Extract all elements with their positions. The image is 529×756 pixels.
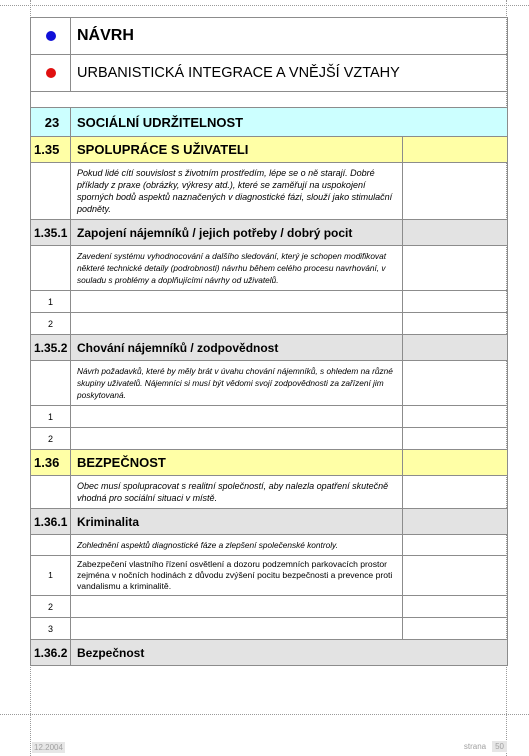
section-1-36-2-row [31,640,508,666]
subsection-title: Bezpečnost [71,640,508,666]
row-number: 2 [31,428,71,450]
assessment-table [30,17,508,666]
row-number: 1 [31,406,71,428]
red-dot-cell [31,55,71,92]
value-cell[interactable] [403,476,508,509]
value-cell[interactable] [403,335,508,361]
section-title: SPOLUPRÁCE S UŽIVATELI [71,137,403,163]
section-1-35-description-row [31,163,508,220]
section-number: 23 [31,108,71,137]
value-cell[interactable] [403,556,508,596]
footer-page [464,741,507,752]
blue-dot-icon [46,31,56,41]
table-row [31,556,508,596]
header-subtitle-row [31,55,508,92]
row-text-cell[interactable] [71,618,403,640]
row-number: 1 [31,291,71,313]
row-number: 2 [31,313,71,335]
section-description: Obec musí spolupracovat s realitní společností, aby nalezla opatření skutečně vhodná pro sociální situaci v místě. [71,476,403,509]
section-title: SOCIÁLNÍ UDRŽITELNOST [71,108,508,137]
subsection-title: Kriminalita [71,509,403,535]
subsection-number: 1.36.2 [31,640,71,666]
row-text-cell[interactable] [71,313,403,335]
section-1-36-1-description-row [31,535,508,556]
value-cell[interactable] [403,596,508,618]
subsection-title: Chování nájemníků / zodpovědnost [71,335,403,361]
value-cell[interactable] [403,450,508,476]
value-cell[interactable] [403,246,508,291]
row-text-cell[interactable] [71,291,403,313]
section-description: Pokud lidé cítí souvislost s životním prostředím, lépe se o ně starají. Dobré příklady z praxe (obrázky, výkresy atd.), které se zaměřují na uspokojení sporných bodů aspektů naznačených v diagnostické fázi, slouží jako stimulační podněty. [71,163,403,220]
value-cell[interactable] [403,406,508,428]
value-cell[interactable] [403,618,508,640]
document-subtitle: URBANISTICKÁ INTEGRACE A VNĚJŠÍ VZTAHY [71,55,508,92]
red-dot-icon [46,68,56,78]
value-cell[interactable] [403,137,508,163]
value-cell[interactable] [403,428,508,450]
table-row [31,313,508,335]
section-1-35-1-row [31,220,508,246]
row-text-cell[interactable] [71,428,403,450]
value-cell[interactable] [403,361,508,406]
section-1-35-1-description-row [31,246,508,291]
value-cell[interactable] [403,163,508,220]
footer-date: 12.2004 [34,743,63,752]
table-row [31,291,508,313]
row-text-cell[interactable] [71,596,403,618]
value-cell[interactable] [403,291,508,313]
row-number: 1 [31,556,71,596]
subsection-number: 1.36.1 [31,509,71,535]
table-row [31,406,508,428]
section-1-36-description-row [31,476,508,509]
row-text-cell[interactable] [71,406,403,428]
table-row [31,596,508,618]
subsection-description: Zavedení systému vyhodnocování a dalšího sledování, který je schopen modifikovat některé technické detaily (podrobnosti) návrhu během celého procesu navrhování, v souladu s problémy a doplňujícími návrhy od uživatelů. [71,246,403,291]
section-1-36-1-row [31,509,508,535]
section-1-35-2-description-row [31,361,508,406]
page-footer [30,740,507,754]
subsection-description: Návrh požadavků, které by měly brát v úvahu chování nájemníků, s ohledem na různé skupiny uživatelů. Nájemníci si musí být vědomi svojí zodpovědnosti za zařízení jim poskytovaná. [71,361,403,406]
row-text[interactable]: Zabezpečení vlastního řízení osvětlení a dozoru podzemních parkovacích prostor zejména v nočních hodinách z důvodu zvýšení pocitu bezpečnosti a prevence proti vandalismu a kriminalitě. [71,556,403,596]
blue-dot-cell [31,18,71,55]
value-cell[interactable] [403,313,508,335]
section-title: BEZPEČNOST [71,450,403,476]
value-cell[interactable] [403,535,508,556]
margin-guide-bottom [0,714,529,715]
document-title: NÁVRH [71,18,508,55]
subsection-title: Zapojení nájemníků / jejich potřeby / dobrý pocit [71,220,403,246]
row-number: 3 [31,618,71,640]
footer-page-number: 50 [492,741,507,752]
value-cell[interactable] [403,220,508,246]
footer-page-label: strana [463,742,487,751]
section-1-36-row [31,450,508,476]
margin-guide-top [0,5,529,6]
subsection-number: 1.35.2 [31,335,71,361]
subsection-number: 1.35.1 [31,220,71,246]
value-cell[interactable] [403,509,508,535]
section-number: 1.35 [31,137,71,163]
section-23-row [31,108,508,137]
row-number: 2 [31,596,71,618]
section-1-35-2-row [31,335,508,361]
subsection-description: Zohlednění aspektů diagnostické fáze a zlepšení společenské kontroly. [71,535,403,556]
section-1-35-row [31,137,508,163]
spacer-row [31,92,508,108]
table-row [31,618,508,640]
header-title-row [31,18,508,55]
table-row [31,428,508,450]
section-number: 1.36 [31,450,71,476]
